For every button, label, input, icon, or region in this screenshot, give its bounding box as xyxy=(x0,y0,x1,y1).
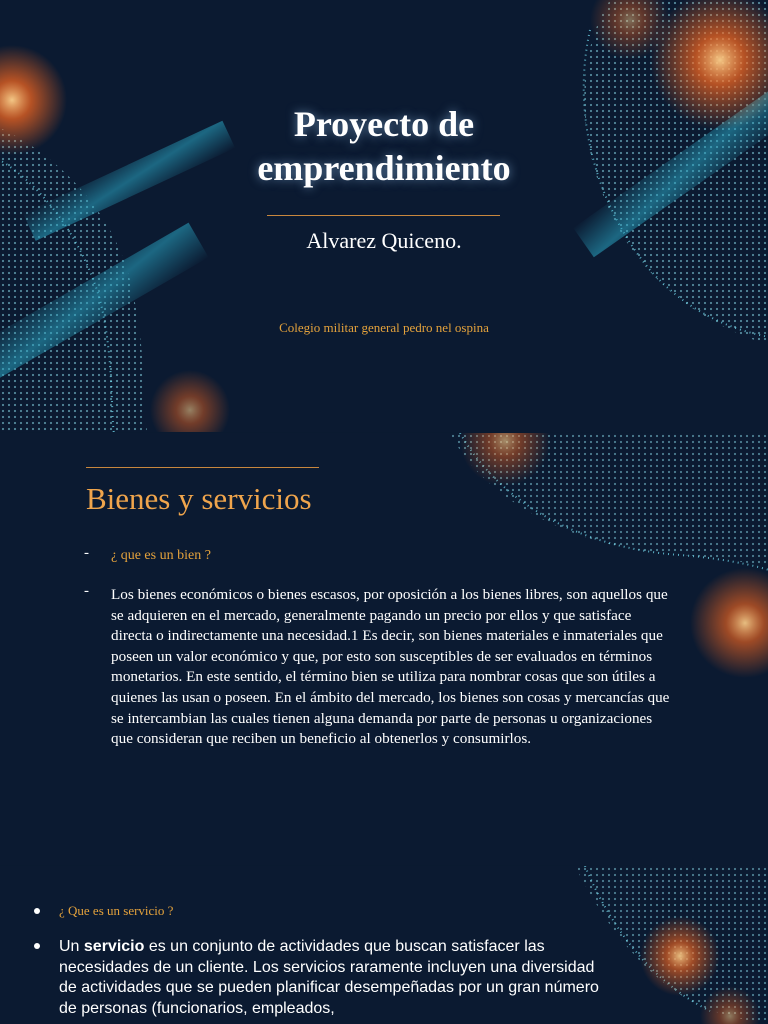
service-definition xyxy=(59,937,599,1019)
presentation-title xyxy=(0,102,768,190)
para-start: Un xyxy=(59,938,84,955)
title-line-2: emprendimiento xyxy=(257,148,511,188)
service-term: servicio xyxy=(83,938,145,955)
para-rest: es un conjunto de actividades que buscan satisfacer las necesidades de un cliente. Los servicios raramente incluyen una diversidad de actividades que se pueden planificar desempeñadas por un gran número de personas (funcionarios, empleados, xyxy=(59,938,599,1017)
goods-definition: Los bienes económicos o bienes escasos, por oposición a los bienes libres, son aquellos que se adquieren en el mercado, generalmente pagando un precio por ellos y que satisface directa o indirectamente una necesidad.1 Es decir, son bienes materiales e inmateriales que poseen un valor económico y que, por esto son susceptibles de ser evaluados en términos monetarios. En este sentido, el término bien se utiliza para nombrar cosas que son útiles a quienes las usan o poseen. En el ámbito del mercado, los bienes son cosas y mercancías que se intercambian las cuales tienen alguna demanda por parte de personas u organizaciones que consideran que reciben un beneficio al obtenerlos y consumirlos. xyxy=(111,586,670,748)
question-goods: ¿ que es un bien ? xyxy=(111,548,211,563)
author-name: Alvarez Quiceno. xyxy=(306,228,462,253)
bullet-marker: - xyxy=(84,583,89,599)
particle-wave-decoration xyxy=(0,0,768,432)
question-service: ¿ Que es un servicio ? xyxy=(59,903,174,918)
bullet-marker: - xyxy=(84,545,89,561)
heading-divider xyxy=(86,467,319,468)
school-name: Colegio militar general pedro nel ospina xyxy=(279,320,489,335)
title-slide xyxy=(0,0,768,432)
title-divider xyxy=(267,215,500,216)
section-heading: Bienes y servicios xyxy=(86,481,312,516)
bullet-dot xyxy=(34,943,40,949)
title-line-1: Proyecto de xyxy=(293,104,475,144)
bullet-dot xyxy=(34,908,40,914)
